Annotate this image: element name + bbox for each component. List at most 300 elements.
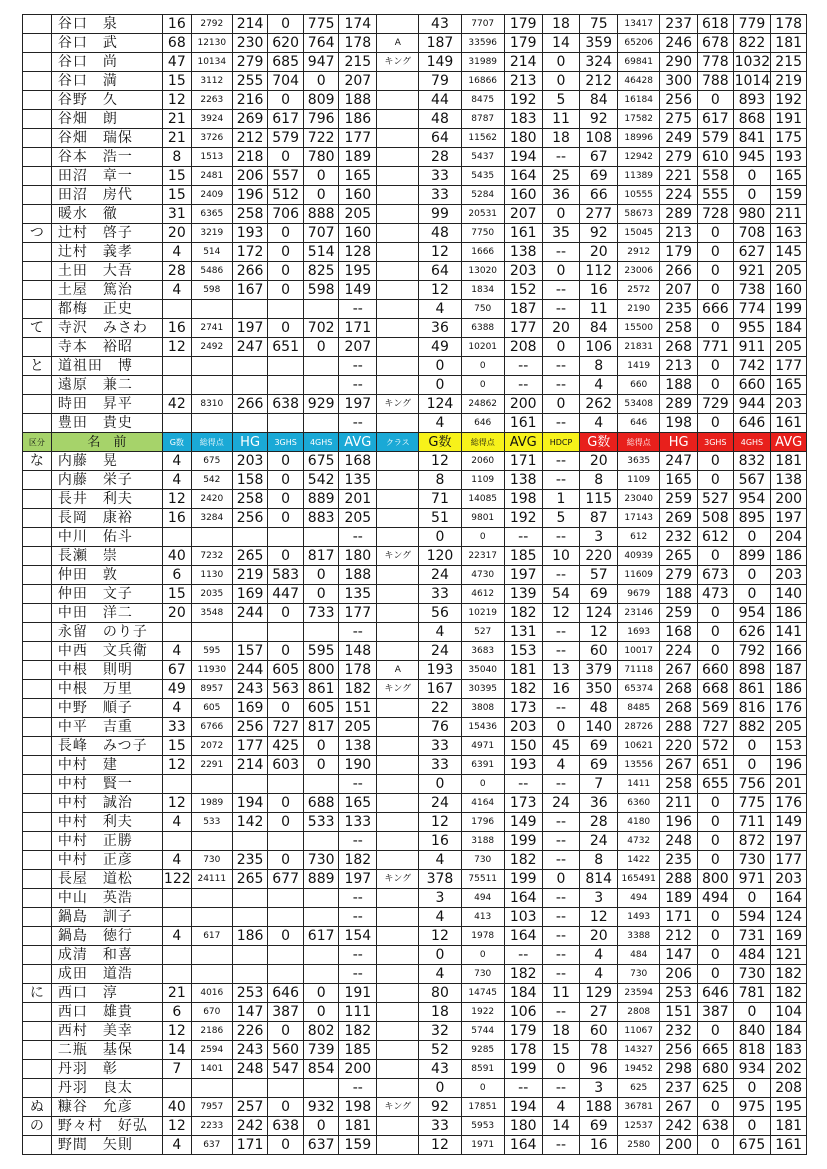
- header-p3-total: 総得点: [618, 433, 660, 452]
- p3-avg-cell: 124: [771, 908, 807, 927]
- group-cell: [23, 509, 52, 528]
- p2-total-cell: 1666: [461, 243, 504, 262]
- p1-games-cell: 15: [162, 585, 191, 604]
- p1-hg-cell: [232, 357, 268, 376]
- p1-3ghs-cell: 0: [268, 1136, 304, 1155]
- p3-total-cell: 13556: [618, 756, 660, 775]
- p1-total-cell: 3924: [191, 110, 232, 129]
- p3-hg-cell: 171: [660, 908, 698, 927]
- p1-total-cell: 1989: [191, 794, 232, 813]
- p1-total-cell: [191, 1079, 232, 1098]
- table-row: [23, 566, 807, 585]
- p1-4ghs-cell: 0: [303, 167, 339, 186]
- table-body-top: [23, 15, 807, 433]
- p2-avg-cell: 177: [504, 319, 542, 338]
- p2-hdcp-cell: 0: [542, 338, 580, 357]
- p3-games-cell: 28: [580, 813, 618, 832]
- p3-4ghs-cell: 882: [733, 718, 771, 737]
- p1-3ghs-cell: 0: [268, 927, 304, 946]
- p2-hdcp-cell: 25: [542, 167, 580, 186]
- table-row: [23, 281, 807, 300]
- p3-total-cell: 660: [618, 376, 660, 395]
- p1-4ghs-cell: 0: [303, 338, 339, 357]
- table-row: [23, 129, 807, 148]
- p3-4ghs-cell: 675: [733, 1136, 771, 1155]
- name-cell: 中村 賢一: [51, 775, 162, 794]
- p3-3ghs-cell: 680: [698, 1060, 734, 1079]
- p1-avg-cell: 197: [339, 870, 377, 889]
- class-cell: [377, 1022, 419, 1041]
- p1-total-cell: 542: [191, 471, 232, 490]
- p1-4ghs-cell: 889: [303, 870, 339, 889]
- p2-total-cell: 8475: [461, 91, 504, 110]
- p3-total-cell: 18996: [618, 129, 660, 148]
- p2-hdcp-cell: 35: [542, 224, 580, 243]
- name-cell: 長井 利夫: [51, 490, 162, 509]
- p1-games-cell: [162, 357, 191, 376]
- p2-avg-cell: 182: [504, 965, 542, 984]
- p2-total-cell: 0: [461, 946, 504, 965]
- p3-games-cell: 108: [580, 129, 618, 148]
- p3-hg-cell: 196: [660, 813, 698, 832]
- p2-total-cell: 1109: [461, 471, 504, 490]
- class-cell: [377, 699, 419, 718]
- name-cell: 成清 和喜: [51, 946, 162, 965]
- p1-total-cell: 5486: [191, 262, 232, 281]
- group-cell: [23, 281, 52, 300]
- table-row: [23, 205, 807, 224]
- p1-hg-cell: 212: [232, 129, 268, 148]
- p1-games-cell: [162, 965, 191, 984]
- table-row: [23, 1041, 807, 1060]
- p3-games-cell: 8: [580, 357, 618, 376]
- table-row: [23, 262, 807, 281]
- p1-avg-cell: 171: [339, 319, 377, 338]
- p3-3ghs-cell: 660: [698, 661, 734, 680]
- p2-hdcp-cell: --: [542, 528, 580, 547]
- group-cell: [23, 832, 52, 851]
- p1-3ghs-cell: [268, 775, 304, 794]
- p2-total-cell: 8787: [461, 110, 504, 129]
- p1-total-cell: [191, 946, 232, 965]
- p3-4ghs-cell: 774: [733, 300, 771, 319]
- class-cell: キング: [377, 1098, 419, 1117]
- p3-3ghs-cell: 618: [698, 15, 734, 34]
- p3-total-cell: 1422: [618, 851, 660, 870]
- name-cell: 中村 建: [51, 756, 162, 775]
- group-cell: [23, 794, 52, 813]
- name-cell: 辻村 啓子: [51, 224, 162, 243]
- p3-avg-cell: 153: [771, 737, 807, 756]
- p2-hdcp-cell: 54: [542, 585, 580, 604]
- p1-4ghs-cell: [303, 908, 339, 927]
- p2-hdcp-cell: --: [542, 946, 580, 965]
- p1-4ghs-cell: 817: [303, 547, 339, 566]
- p3-avg-cell: 121: [771, 946, 807, 965]
- p3-games-cell: 262: [580, 395, 618, 414]
- p2-avg-cell: 106: [504, 1003, 542, 1022]
- p2-total-cell: 5284: [461, 186, 504, 205]
- name-cell: 中野 順子: [51, 699, 162, 718]
- p1-3ghs-cell: [268, 946, 304, 965]
- p2-total-cell: 1971: [461, 1136, 504, 1155]
- p3-hg-cell: 247: [660, 452, 698, 471]
- header-p1-total: 総得点: [191, 433, 232, 452]
- p1-3ghs-cell: 646: [268, 984, 304, 1003]
- p1-4ghs-cell: 707: [303, 224, 339, 243]
- name-cell: 谷口 泉: [51, 15, 162, 34]
- p3-games-cell: 87: [580, 509, 618, 528]
- p2-total-cell: 4971: [461, 737, 504, 756]
- p3-hg-cell: 268: [660, 699, 698, 718]
- p3-4ghs-cell: 1014: [734, 72, 771, 89]
- p3-total-cell: 4180: [618, 813, 660, 832]
- p3-games-cell: 69: [580, 737, 618, 756]
- p2-avg-cell: 131: [504, 623, 542, 642]
- p3-3ghs-cell: 0: [698, 452, 734, 471]
- p2-avg-cell: 194: [504, 148, 542, 167]
- name-cell: 鍋島 訓子: [51, 908, 162, 927]
- p2-games-cell: 33: [419, 585, 461, 604]
- p3-4ghs-cell: 756: [733, 775, 771, 794]
- p1-3ghs-cell: 620: [268, 34, 304, 53]
- p3-games-cell: 84: [580, 91, 618, 110]
- group-cell: [23, 1022, 52, 1041]
- table-row: [23, 338, 807, 357]
- header-p3-hg: HG: [660, 433, 698, 452]
- p3-4ghs-cell: 934: [733, 1060, 771, 1079]
- p1-avg-cell: 205: [339, 718, 377, 737]
- p3-3ghs-cell: 0: [698, 908, 734, 927]
- p1-hg-cell: 147: [232, 1003, 268, 1022]
- p1-3ghs-cell: 512: [268, 186, 304, 205]
- p3-avg-cell: 215: [771, 53, 807, 72]
- p1-avg-cell: --: [339, 623, 377, 642]
- p1-total-cell: 2792: [191, 15, 232, 34]
- p3-avg-cell: 181: [771, 1117, 807, 1136]
- p2-hdcp-cell: 12: [542, 604, 580, 623]
- p3-hg-cell: 147: [660, 946, 698, 965]
- name-cell: 野々村 好弘: [51, 1117, 162, 1136]
- p1-hg-cell: [232, 300, 268, 319]
- name-cell: 豊田 貴史: [51, 414, 162, 433]
- p2-hdcp-cell: 14: [542, 34, 580, 53]
- p2-hdcp-cell: --: [542, 471, 580, 490]
- p2-hdcp-cell: --: [542, 452, 580, 471]
- p3-hg-cell: 300: [660, 72, 698, 91]
- p3-total-cell: 3635: [618, 452, 660, 471]
- p3-avg-cell: 197: [771, 509, 807, 528]
- name-cell: 田沼 房代: [51, 186, 162, 205]
- p1-4ghs-cell: 733: [303, 604, 339, 623]
- p3-hg-cell: 179: [660, 243, 698, 262]
- p3-total-cell: 484: [618, 946, 660, 965]
- p3-total-cell: 23040: [618, 490, 660, 509]
- p2-avg-cell: 171: [504, 452, 542, 471]
- name-cell: 寺本 裕昭: [51, 338, 162, 357]
- p2-games-cell: 167: [419, 680, 461, 699]
- p1-avg-cell: 178: [339, 661, 377, 680]
- p3-total-cell: 23594: [618, 984, 660, 1003]
- p2-games-cell: 149: [419, 53, 461, 72]
- p1-4ghs-cell: 0: [303, 1003, 339, 1022]
- p3-3ghs-cell: 638: [698, 1117, 734, 1136]
- p3-3ghs-cell: 0: [698, 471, 734, 490]
- p1-avg-cell: 215: [339, 53, 377, 72]
- name-cell: 中山 英浩: [51, 889, 162, 908]
- p3-3ghs-cell: 0: [698, 281, 734, 300]
- p1-avg-cell: 197: [339, 395, 377, 414]
- name-cell: 長岡 康裕: [51, 509, 162, 528]
- group-cell: [23, 243, 52, 262]
- p3-total-cell: 11067: [618, 1022, 660, 1041]
- p2-games-cell: 44: [419, 91, 461, 110]
- p3-hg-cell: 288: [660, 870, 698, 889]
- p1-avg-cell: 182: [339, 1022, 377, 1041]
- p2-total-cell: 0: [461, 376, 504, 395]
- p3-4ghs-cell: 0: [733, 167, 771, 186]
- p3-games-cell: 115: [580, 490, 618, 509]
- p2-games-cell: 16: [419, 832, 461, 851]
- p1-hg-cell: [232, 965, 268, 984]
- p2-avg-cell: 184: [504, 984, 542, 1003]
- p1-games-cell: [162, 300, 191, 319]
- p2-hdcp-cell: 14: [542, 1117, 580, 1136]
- p2-total-cell: 30395: [461, 680, 504, 699]
- p3-hg-cell: 267: [660, 661, 698, 680]
- p3-3ghs-cell: 569: [698, 699, 734, 718]
- p2-avg-cell: 203: [504, 718, 542, 737]
- p2-hdcp-cell: 18: [542, 129, 580, 148]
- group-cell: て: [23, 319, 52, 338]
- p1-hg-cell: 206: [232, 167, 268, 186]
- p1-games-cell: [162, 1079, 191, 1098]
- p3-games-cell: 8: [580, 851, 618, 870]
- p1-total-cell: [191, 414, 232, 433]
- p3-3ghs-cell: 0: [698, 91, 734, 110]
- p1-3ghs-cell: 0: [268, 1022, 304, 1041]
- p3-avg-cell: 197: [771, 832, 807, 851]
- p1-4ghs-cell: 764: [303, 34, 339, 53]
- class-cell: [377, 414, 419, 433]
- class-cell: [377, 72, 419, 91]
- p1-avg-cell: 135: [339, 471, 377, 490]
- table-row: [23, 680, 807, 699]
- table-row: [23, 1022, 807, 1041]
- p3-3ghs-cell: 0: [698, 946, 734, 965]
- group-cell: [23, 72, 52, 91]
- class-cell: [377, 243, 419, 262]
- p1-total-cell: 2492: [191, 338, 232, 357]
- table-row: [23, 53, 807, 72]
- p1-total-cell: 617: [191, 927, 232, 946]
- class-cell: [377, 642, 419, 661]
- p2-games-cell: 51: [419, 509, 461, 528]
- p2-total-cell: 15436: [461, 718, 504, 737]
- p1-games-cell: 4: [162, 452, 191, 471]
- p2-games-cell: 52: [419, 1041, 461, 1060]
- p2-hdcp-cell: 0: [542, 72, 580, 91]
- p2-games-cell: 24: [419, 794, 461, 813]
- p3-hg-cell: 189: [660, 889, 698, 908]
- p1-avg-cell: 201: [339, 490, 377, 509]
- p1-hg-cell: 256: [232, 509, 268, 528]
- group-cell: [23, 91, 52, 110]
- p3-3ghs-cell: 771: [698, 338, 734, 357]
- p3-3ghs-cell: 508: [698, 509, 734, 528]
- p1-games-cell: 4: [162, 927, 191, 946]
- p3-hg-cell: 288: [660, 718, 698, 737]
- p3-4ghs-cell: 816: [733, 699, 771, 718]
- p2-games-cell: 22: [419, 699, 461, 718]
- group-cell: [23, 15, 52, 34]
- p3-3ghs-cell: 0: [698, 927, 734, 946]
- p1-games-cell: 14: [162, 1041, 191, 1060]
- p3-games-cell: 7: [580, 775, 618, 794]
- p2-games-cell: 12: [419, 281, 461, 300]
- class-cell: [377, 604, 419, 623]
- p3-total-cell: 8485: [618, 699, 660, 718]
- class-cell: キング: [377, 547, 419, 566]
- p1-total-cell: [191, 889, 232, 908]
- p2-games-cell: 4: [419, 300, 461, 319]
- p1-games-cell: 28: [162, 262, 191, 281]
- p1-games-cell: 4: [162, 243, 191, 262]
- group-cell: [23, 737, 52, 756]
- table-row: [23, 243, 807, 262]
- p3-3ghs-cell: 727: [698, 718, 734, 737]
- table-row: [23, 1060, 807, 1079]
- p2-total-cell: 14745: [461, 984, 504, 1003]
- p3-3ghs-cell: 678: [698, 34, 734, 53]
- p1-avg-cell: 138: [339, 737, 377, 756]
- p1-games-cell: [162, 376, 191, 395]
- p1-3ghs-cell: 0: [268, 604, 304, 623]
- p2-games-cell: 33: [419, 737, 461, 756]
- p2-avg-cell: 179: [504, 34, 542, 53]
- class-cell: [377, 471, 419, 490]
- p3-4ghs-cell: 1032: [734, 53, 771, 70]
- p3-3ghs-cell: 555: [698, 186, 734, 205]
- group-cell: [23, 813, 52, 832]
- p2-total-cell: 75511: [461, 870, 504, 889]
- p1-games-cell: 20: [162, 604, 191, 623]
- p1-avg-cell: 180: [339, 547, 377, 566]
- p1-games-cell: 8: [162, 148, 191, 167]
- p3-avg-cell: 175: [771, 129, 807, 148]
- p3-hg-cell: 207: [660, 281, 698, 300]
- p3-games-cell: 67: [580, 148, 618, 167]
- p1-3ghs-cell: 583: [268, 566, 304, 585]
- p3-hg-cell: 258: [660, 775, 698, 794]
- p1-3ghs-cell: 0: [268, 509, 304, 528]
- name-cell: 暖水 徹: [51, 205, 162, 224]
- p3-games-cell: 11: [580, 300, 618, 319]
- p1-4ghs-cell: [303, 832, 339, 851]
- group-cell: [23, 338, 52, 357]
- p3-avg-cell: 200: [771, 490, 807, 509]
- p3-games-cell: 69: [580, 167, 618, 186]
- p3-games-cell: 212: [580, 72, 618, 91]
- p3-hg-cell: 224: [660, 186, 698, 205]
- name-cell: 野間 矢則: [51, 1136, 162, 1155]
- p1-3ghs-cell: 579: [268, 129, 304, 148]
- p3-hg-cell: 232: [660, 528, 698, 547]
- p1-avg-cell: 135: [339, 585, 377, 604]
- p1-hg-cell: 235: [232, 851, 268, 870]
- group-cell: [23, 1041, 52, 1060]
- p1-4ghs-cell: 637: [303, 1136, 339, 1155]
- group-cell: に: [23, 984, 52, 1003]
- group-cell: [23, 851, 52, 870]
- p3-hg-cell: 220: [660, 737, 698, 756]
- p3-hg-cell: 213: [660, 357, 698, 376]
- p2-avg-cell: 208: [504, 338, 542, 357]
- p2-hdcp-cell: 11: [542, 110, 580, 129]
- p1-3ghs-cell: 560: [268, 1041, 304, 1060]
- name-cell: 谷口 武: [51, 34, 162, 53]
- p1-games-cell: 33: [162, 718, 191, 737]
- header-p1-games: G数: [162, 433, 191, 452]
- p1-games-cell: 15: [162, 737, 191, 756]
- p2-avg-cell: 182: [504, 851, 542, 870]
- p2-games-cell: 0: [419, 775, 461, 794]
- p2-avg-cell: 179: [504, 1022, 542, 1041]
- name-cell: 西口 雄貴: [51, 1003, 162, 1022]
- table-row: [23, 1079, 807, 1098]
- p3-4ghs-cell: 0: [733, 756, 771, 775]
- p3-total-cell: 1411: [618, 775, 660, 794]
- p2-total-cell: 4730: [461, 566, 504, 585]
- p2-avg-cell: 138: [504, 471, 542, 490]
- p1-4ghs-cell: 617: [303, 927, 339, 946]
- p1-3ghs-cell: 425: [268, 737, 304, 756]
- p2-games-cell: 99: [419, 205, 461, 224]
- table-row: [23, 1136, 807, 1155]
- p1-avg-cell: 185: [339, 1041, 377, 1060]
- table-row: [23, 357, 807, 376]
- table-row: [23, 1098, 807, 1117]
- p3-3ghs-cell: 0: [698, 965, 734, 984]
- p2-avg-cell: 164: [504, 889, 542, 908]
- p1-total-cell: 2420: [191, 490, 232, 509]
- p2-hdcp-cell: 11: [542, 984, 580, 1003]
- table-row: [23, 927, 807, 946]
- p1-avg-cell: 188: [339, 566, 377, 585]
- p1-4ghs-cell: 595: [303, 642, 339, 661]
- p1-total-cell: 8310: [191, 395, 232, 414]
- p1-3ghs-cell: 563: [268, 680, 304, 699]
- p1-avg-cell: 151: [339, 699, 377, 718]
- p2-total-cell: 413: [461, 908, 504, 927]
- name-cell: 谷畑 瑞保: [51, 129, 162, 148]
- p2-avg-cell: 181: [504, 661, 542, 680]
- p1-hg-cell: 242: [232, 1117, 268, 1136]
- p2-games-cell: 24: [419, 642, 461, 661]
- name-cell: 中村 正勝: [51, 832, 162, 851]
- p1-hg-cell: 265: [232, 547, 268, 566]
- p1-4ghs-cell: 929: [303, 395, 339, 414]
- p1-avg-cell: 182: [339, 851, 377, 870]
- p1-hg-cell: 171: [232, 1136, 268, 1155]
- p1-hg-cell: 255: [232, 72, 268, 91]
- p3-avg-cell: 104: [771, 1003, 807, 1022]
- p2-avg-cell: 194: [504, 1098, 542, 1117]
- p1-hg-cell: 244: [232, 661, 268, 680]
- p2-avg-cell: 187: [504, 300, 542, 319]
- p3-hg-cell: 224: [660, 642, 698, 661]
- p3-4ghs-cell: 775: [733, 794, 771, 813]
